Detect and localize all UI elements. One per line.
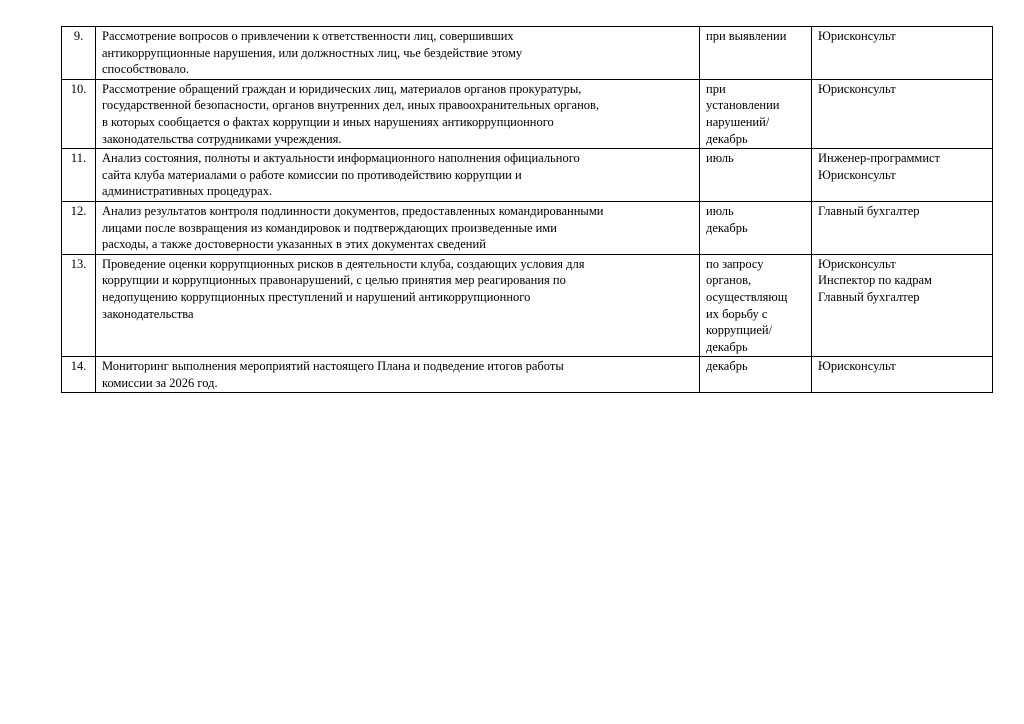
activity-cell: Проведение оценки коррупционных рисков в деятельности клуба, создающих условия для коррупции и коррупционных правонарушений, с целью принятия мер реагирования по недопущению коррупционных преступлений и нарушений антикоррупционного законодательства [96, 254, 700, 357]
row-number: 14. [62, 357, 96, 393]
activity-cell: Анализ результатов контроля подлинности документов, предоставленных командированными лицами после возвращения из командировок и подтверждающих произведенные ими расходы, а также достоверности указанных в этих документах сведений [96, 201, 700, 254]
row-number: 10. [62, 79, 96, 148]
term-cell: июль декабрь [700, 201, 812, 254]
table-row [62, 201, 993, 254]
term-cell: при выявлении [700, 27, 812, 80]
row-number: 12. [62, 201, 96, 254]
responsible-cell: Юрисконсульт [812, 357, 993, 393]
term-cell: при установлении нарушений/ декабрь [700, 79, 812, 148]
activity-cell: Анализ состояния, полноты и актуальности информационного наполнения официального сайта клуба материалами о работе комиссии по противодействию коррупции и административных процедурах. [96, 149, 700, 202]
responsible-cell: Инженер-программист Юрисконсульт [812, 149, 993, 202]
table-row [62, 149, 993, 202]
term-cell: декабрь [700, 357, 812, 393]
table-row [62, 79, 993, 148]
activity-cell: Мониторинг выполнения мероприятий настоящего Плана и подведение итогов работы комиссии за 2026 год. [96, 357, 700, 393]
table-row [62, 27, 993, 80]
responsible-cell: Главный бухгалтер [812, 201, 993, 254]
term-cell: июль [700, 149, 812, 202]
row-number: 9. [62, 27, 96, 80]
responsible-cell: Юрисконсульт [812, 79, 993, 148]
anti-corruption-plan-table [61, 26, 993, 393]
table-row [62, 254, 993, 357]
responsible-cell: Юрисконсульт [812, 27, 993, 80]
activity-cell: Рассмотрение вопросов о привлечении к ответственности лиц, совершивших антикоррупционные нарушения, или должностных лиц, чье бездействие этому способствовало. [96, 27, 700, 80]
row-number: 13. [62, 254, 96, 357]
responsible-cell: Юрисконсульт Инспектор по кадрам Главный бухгалтер [812, 254, 993, 357]
activity-cell: Рассмотрение обращений граждан и юридических лиц, материалов органов прокуратуры, государственной безопасности, органов внутренних дел, иных правоохранительных органов, в которых сообщается о фактах коррупции и иных нарушениях антикоррупционного законодательства сотрудниками учреждения. [96, 79, 700, 148]
row-number: 11. [62, 149, 96, 202]
term-cell: по запросу органов, осуществляющ их борьбу с коррупцией/ декабрь [700, 254, 812, 357]
table-row [62, 357, 993, 393]
